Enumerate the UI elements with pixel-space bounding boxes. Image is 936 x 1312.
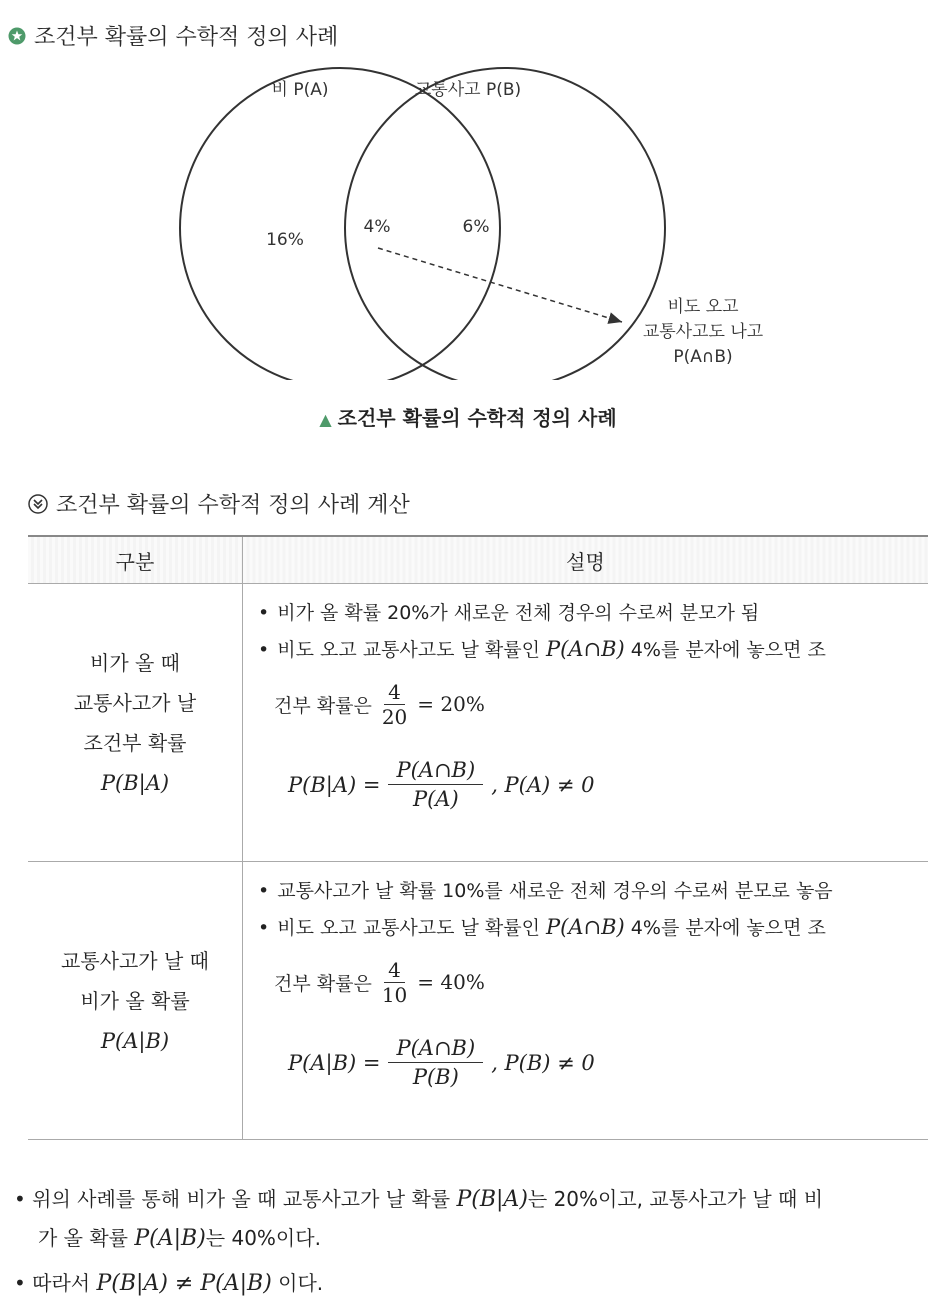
section-title-1: 조건부 확률의 수학적 정의 사례 — [34, 25, 339, 50]
fraction-numerator: 4 — [384, 680, 405, 705]
formula-denominator: P(A) — [412, 787, 459, 811]
formula-denominator: P(B) — [412, 1065, 459, 1089]
table-header-row — [28, 536, 928, 584]
formula-fraction — [388, 1034, 483, 1091]
formula-numerator: P(A∩B) — [388, 756, 483, 785]
bullet-item: • 비가 올 확률 20%가 새로운 전체 경우의 수로써 분모가 됨 — [258, 602, 760, 624]
venn-diagram — [0, 60, 936, 380]
circle-b — [345, 68, 665, 380]
row-label-line: 교통사고가 날 — [73, 690, 197, 715]
bullet-item: • 비도 오고 교통사고도 날 확률인 P(A∩B) 4%를 분자에 놓으면 조 — [258, 637, 826, 661]
fraction-denominator: 20 — [381, 704, 408, 729]
row-label-line: 비가 올 때 — [90, 650, 180, 675]
summary-text: 따라서 — [32, 1271, 91, 1295]
bullet-math: P(A∩B) — [546, 915, 625, 939]
summary-math: P(A|B) — [134, 1226, 206, 1251]
section-title-2: 조건부 확률의 수학적 정의 사례 계산 — [56, 493, 410, 518]
value-both: 4% — [363, 217, 391, 237]
table-row — [28, 584, 928, 862]
summary-math: P(B|A) ≠ P(A|B) — [96, 1271, 272, 1296]
row-description — [243, 584, 929, 862]
formula — [288, 756, 927, 813]
bullet-item: • 비도 오고 교통사고도 날 확률인 P(A∩B) 4%를 분자에 놓으면 조 — [258, 915, 826, 939]
value-b-only: 6% — [462, 217, 490, 237]
fraction-result: = 20% — [417, 692, 485, 716]
header-category: 구분 — [28, 536, 243, 584]
continuation-text: 건부 확률은 — [274, 972, 372, 995]
section-heading-2 — [28, 488, 410, 519]
header-description: 설명 — [243, 536, 929, 584]
formula-condition: , P(A) ≠ 0 — [491, 772, 595, 797]
caption-text: 조건부 확률의 수학적 정의 사례 — [337, 406, 617, 430]
triangle-icon: ▲ — [319, 410, 332, 429]
continuation-text: 건부 확률은 — [274, 694, 372, 717]
table-row — [28, 862, 928, 1140]
row-label-math: P(B|A) — [100, 770, 170, 795]
summary-math: P(B|A) — [456, 1187, 528, 1212]
fraction-numerator: 4 — [384, 958, 405, 983]
label-a: 비 P(A) — [271, 80, 329, 100]
annotation-line-3: P(A∩B) — [673, 347, 733, 367]
value-a-only: 16% — [266, 230, 304, 250]
formula-lhs: P(B|A) = — [288, 772, 381, 797]
bullet-text: 비도 오고 교통사고도 날 확률인 — [277, 917, 540, 939]
summary-text: 는 20%이고, 교통사고가 날 때 비 — [527, 1187, 824, 1211]
row-label-math: P(A|B) — [100, 1028, 170, 1053]
calculation-table — [28, 535, 928, 1140]
row-label-line: 교통사고가 날 때 — [61, 948, 209, 973]
row-label-line: 조건부 확률 — [83, 730, 187, 755]
figure-caption — [0, 402, 936, 431]
annotation-line-1: 비도 오고 — [667, 297, 739, 317]
summary-text: 가 올 확률 — [38, 1226, 128, 1250]
section-heading-1 — [8, 20, 338, 51]
row-description — [243, 862, 929, 1140]
summary-text: 위의 사례를 통해 비가 올 때 교통사고가 날 확률 — [32, 1187, 451, 1211]
summary-text: 이다. — [278, 1271, 324, 1295]
summary-bullet-2: • 따라서 P(B|A) ≠ P(A|B) 이다. — [14, 1271, 324, 1296]
summary-text: 는 40%이다. — [205, 1226, 321, 1250]
formula-condition: , P(B) ≠ 0 — [491, 1050, 595, 1075]
annotation-line-2: 교통사고도 나고 — [642, 322, 764, 342]
fraction-denominator: 10 — [381, 982, 408, 1007]
continuation-line — [274, 674, 927, 734]
bullet-text: 4%를 분자에 놓으면 조 — [630, 639, 826, 661]
formula-lhs: P(A|B) = — [288, 1050, 381, 1075]
bullet-item: • 교통사고가 날 확률 10%를 새로운 전체 경우의 수로써 분모로 놓음 — [258, 880, 833, 902]
fraction — [378, 680, 411, 729]
row-label — [28, 862, 243, 1140]
bullet-text: 비가 올 확률 20%가 새로운 전체 경우의 수로써 분모가 됨 — [277, 602, 760, 624]
formula — [288, 1034, 927, 1091]
formula-numerator: P(A∩B) — [388, 1034, 483, 1063]
summary-bullet-1: • 위의 사례를 통해 비가 올 때 교통사고가 날 확률 P(B|A)는 20%이고, 교통사고가 날 때 비 가 올 확률 P(A|B)는 40%이다. — [14, 1187, 824, 1251]
row-label-line: 비가 올 확률 — [80, 988, 190, 1013]
annotation-arrow — [378, 248, 622, 322]
bullet-text: 비도 오고 교통사고도 날 확률인 — [277, 639, 540, 661]
row-label — [28, 584, 243, 862]
double-chevron-down-icon — [28, 494, 48, 514]
circle-a — [180, 68, 500, 380]
bullet-math: P(A∩B) — [546, 637, 625, 661]
label-b: 교통사고 P(B) — [414, 80, 522, 100]
formula-fraction — [388, 756, 483, 813]
fraction-result: = 40% — [417, 970, 485, 994]
star-badge-icon — [8, 27, 26, 45]
bullet-text: 교통사고가 날 확률 10%를 새로운 전체 경우의 수로써 분모로 놓음 — [277, 880, 833, 902]
continuation-line — [274, 952, 927, 1012]
bullet-text: 4%를 분자에 놓으면 조 — [630, 917, 826, 939]
fraction — [378, 958, 411, 1007]
